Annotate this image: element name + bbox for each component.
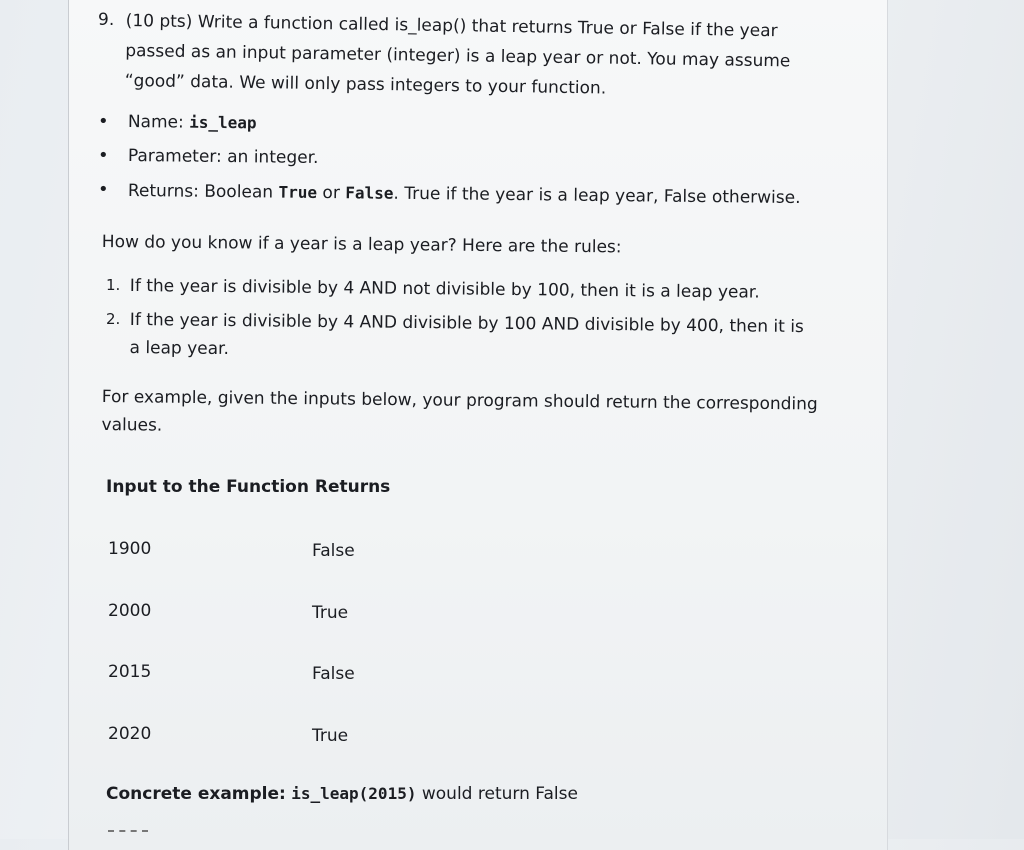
cutoff-line [108,830,148,832]
concrete-tail: would return False [421,784,578,804]
concrete-example [106,784,578,804]
question-line-1: (10 pts) Write a function called is_leap() that returns True or False if the year [125,10,778,42]
spec-name-value: is_leap [189,112,257,133]
example-line: For example, given the inputs below, your program should return the corresponding [101,386,818,415]
spec-returns-post: . True if the year is a leap year, False otherwise. [393,183,801,209]
spec-returns-or: or [322,183,340,204]
rule-text [129,306,804,369]
table-cell-output: False [312,541,355,561]
table-cell-input: 2000 [108,601,152,621]
table-cell-input: 2020 [108,724,152,744]
table-cell-output: False [312,664,355,684]
question-text [125,6,866,108]
spec-param-value: an integer. [227,147,319,168]
bullet-dot: • [98,179,109,200]
question-number: 9. [98,10,115,30]
spec-returns-label: Returns: [127,181,199,202]
spec-parameter [128,146,319,168]
rule-text: If the year is divisible by 4 AND not divisible by 100, then it is a leap year. [129,275,760,303]
spec-returns-false: False [345,183,394,203]
question-line-2: passed as an input parameter (integer) is a leap year or not. You may assume [125,40,791,72]
spec-param-label: Parameter: [127,146,222,167]
table-header: Input to the Function Returns [106,477,391,497]
example-paragraph [101,383,818,446]
concrete-code: is_leap(2015) [291,784,417,803]
rule-text-line: If the year is divisible by 4 AND divisible by 100 AND divisible by 400, then it is [129,309,804,338]
spec-name-label: Name: [127,112,184,133]
bullet-dot: • [98,111,109,132]
table-cell-output: True [312,726,349,746]
rule-number: 2. [106,310,121,328]
rule-number: 1. [106,276,121,294]
bullet-dot: • [98,145,109,166]
question-line-3: “good” data. We will only pass integers to your function. [124,70,607,99]
rules-intro: How do you know if a year is a leap year? Here are the rules: [101,231,622,258]
table-cell-input: 1900 [108,539,152,559]
spec-name [128,112,257,133]
spec-returns-true: True [278,182,318,202]
example-line: values. [101,414,163,436]
concrete-label: Concrete example: [106,784,286,804]
table-cell-input: 2015 [108,662,152,682]
rule-text-line: a leap year. [129,337,230,360]
spec-returns-pre: Boolean [204,181,274,203]
table-cell-output: True [312,603,349,623]
